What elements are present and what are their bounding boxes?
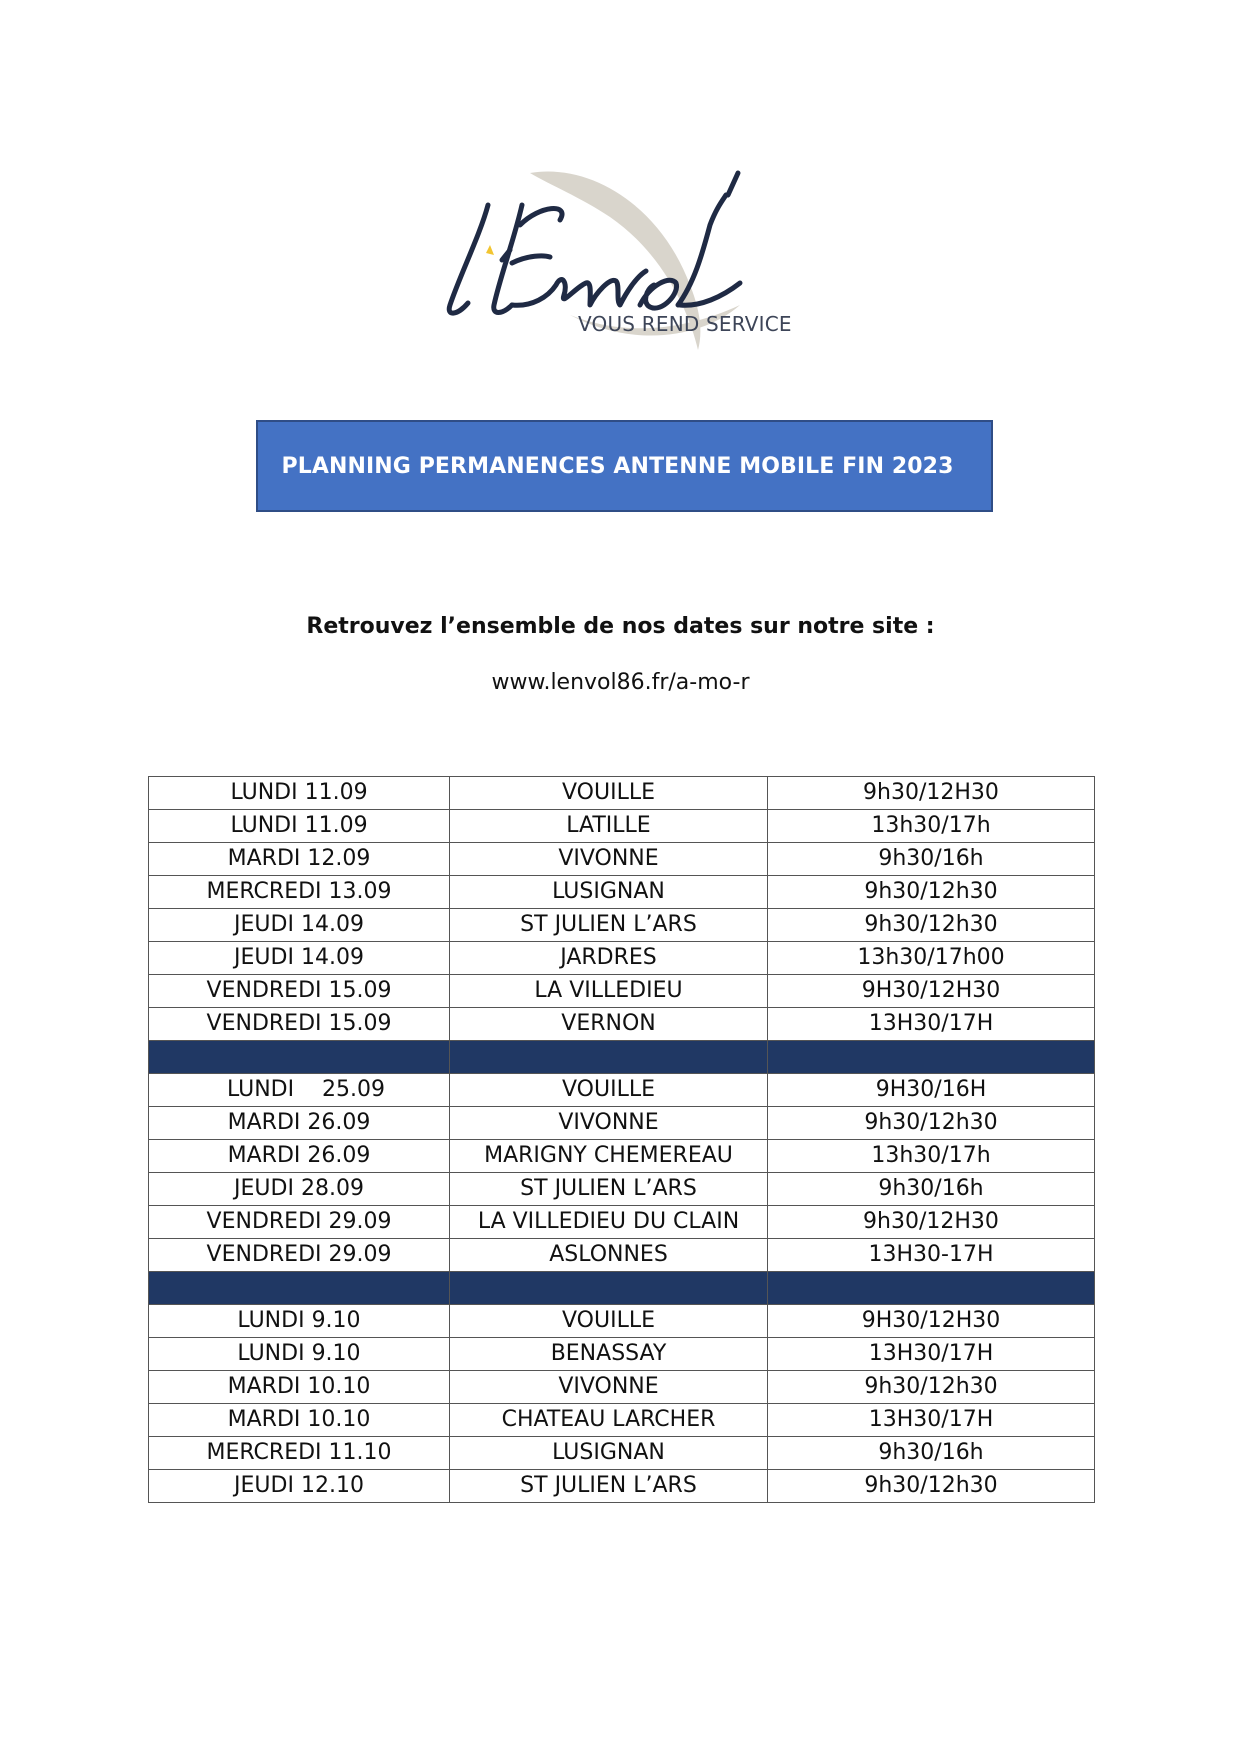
separator-cell — [450, 1272, 768, 1305]
separator-cell — [450, 1041, 768, 1074]
section-separator-row — [149, 1272, 1095, 1305]
hours-cell: 9H30/12H30 — [768, 975, 1095, 1008]
hours-cell: 9H30/16H — [768, 1074, 1095, 1107]
place-cell: VOUILLE — [450, 1305, 768, 1338]
hours-cell: 9h30/12h30 — [768, 909, 1095, 942]
banner-title: PLANNING PERMANENCES ANTENNE MOBILE FIN 2023 — [281, 453, 954, 479]
hours-cell: 9h30/12h30 — [768, 1107, 1095, 1140]
table-row — [149, 777, 1095, 810]
title-banner — [256, 420, 993, 512]
table-row — [149, 1239, 1095, 1272]
day-cell: VENDREDI 15.09 — [149, 1008, 450, 1041]
day-cell: LUNDI 9.10 — [149, 1305, 450, 1338]
hours-cell: 9h30/16h — [768, 843, 1095, 876]
day-cell: MARDI 12.09 — [149, 843, 450, 876]
place-cell: JARDRES — [450, 942, 768, 975]
hours-cell: 9h30/12H30 — [768, 777, 1095, 810]
table-row — [149, 1140, 1095, 1173]
table-row — [149, 1338, 1095, 1371]
place-cell: ST JULIEN L’ARS — [450, 1173, 768, 1206]
day-cell: MARDI 10.10 — [149, 1371, 450, 1404]
place-cell: ST JULIEN L’ARS — [450, 909, 768, 942]
website-url: www.lenvol86.fr/a-mo-r — [491, 670, 750, 695]
table-row — [149, 1206, 1095, 1239]
schedule-table — [148, 776, 1095, 1503]
day-cell: LUNDI 11.09 — [149, 777, 450, 810]
table-row — [149, 810, 1095, 843]
table-row — [149, 1008, 1095, 1041]
place-cell: VIVONNE — [450, 843, 768, 876]
hours-cell: 9h30/12h30 — [768, 1470, 1095, 1503]
day-cell: MARDI 26.09 — [149, 1107, 450, 1140]
hours-cell: 9h30/16h — [768, 1173, 1095, 1206]
schedule-body — [149, 777, 1095, 1503]
table-row — [149, 1470, 1095, 1503]
table-row — [149, 876, 1095, 909]
day-cell: MARDI 10.10 — [149, 1404, 450, 1437]
day-cell: JEUDI 14.09 — [149, 909, 450, 942]
day-cell: LUNDI 11.09 — [149, 810, 450, 843]
logo-tagline: VOUS REND SERVICE — [578, 312, 792, 336]
table-row — [149, 1107, 1095, 1140]
hours-cell: 13h30/17h00 — [768, 942, 1095, 975]
place-cell: LA VILLEDIEU DU CLAIN — [450, 1206, 768, 1239]
hours-cell: 13H30/17H — [768, 1008, 1095, 1041]
separator-cell — [768, 1041, 1095, 1074]
hours-cell: 9H30/12H30 — [768, 1305, 1095, 1338]
place-cell: LATILLE — [450, 810, 768, 843]
hours-cell: 9h30/12h30 — [768, 876, 1095, 909]
place-cell: LUSIGNAN — [450, 1437, 768, 1470]
table-row — [149, 843, 1095, 876]
day-cell: JEUDI 14.09 — [149, 942, 450, 975]
table-row — [149, 975, 1095, 1008]
intro-heading: Retrouvez l’ensemble de nos dates sur notre site : — [306, 614, 935, 639]
day-cell: VENDREDI 29.09 — [149, 1206, 450, 1239]
day-cell: JEUDI 28.09 — [149, 1173, 450, 1206]
day-cell: LUNDI 25.09 — [149, 1074, 450, 1107]
hours-cell: 13h30/17h — [768, 1140, 1095, 1173]
hours-cell: 9h30/12h30 — [768, 1371, 1095, 1404]
table-row — [149, 1404, 1095, 1437]
hours-cell: 9h30/12H30 — [768, 1206, 1095, 1239]
day-cell: MERCREDI 11.10 — [149, 1437, 450, 1470]
place-cell: BENASSAY — [450, 1338, 768, 1371]
place-cell: VERNON — [450, 1008, 768, 1041]
envol-logo — [440, 165, 820, 355]
section-separator-row — [149, 1041, 1095, 1074]
table-row — [149, 1173, 1095, 1206]
table-row — [149, 1437, 1095, 1470]
separator-cell — [149, 1272, 450, 1305]
day-cell: MERCREDI 13.09 — [149, 876, 450, 909]
table-row — [149, 1305, 1095, 1338]
place-cell: VIVONNE — [450, 1371, 768, 1404]
hours-cell: 13h30/17h — [768, 810, 1095, 843]
hours-cell: 13H30/17H — [768, 1404, 1095, 1437]
place-cell: LA VILLEDIEU — [450, 975, 768, 1008]
table-row — [149, 1074, 1095, 1107]
table-row — [149, 909, 1095, 942]
place-cell: MARIGNY CHEMEREAU — [450, 1140, 768, 1173]
place-cell: CHATEAU LARCHER — [450, 1404, 768, 1437]
place-cell: VIVONNE — [450, 1107, 768, 1140]
hours-cell: 13H30/17H — [768, 1338, 1095, 1371]
day-cell: LUNDI 9.10 — [149, 1338, 450, 1371]
place-cell: ST JULIEN L’ARS — [450, 1470, 768, 1503]
place-cell: ASLONNES — [450, 1239, 768, 1272]
separator-cell — [768, 1272, 1095, 1305]
table-row — [149, 1371, 1095, 1404]
day-cell: JEUDI 12.10 — [149, 1470, 450, 1503]
hours-cell: 9h30/16h — [768, 1437, 1095, 1470]
place-cell: LUSIGNAN — [450, 876, 768, 909]
place-cell: VOUILLE — [450, 777, 768, 810]
separator-cell — [149, 1041, 450, 1074]
table-row — [149, 942, 1095, 975]
day-cell: VENDREDI 15.09 — [149, 975, 450, 1008]
hours-cell: 13H30-17H — [768, 1239, 1095, 1272]
day-cell: VENDREDI 29.09 — [149, 1239, 450, 1272]
place-cell: VOUILLE — [450, 1074, 768, 1107]
day-cell: MARDI 26.09 — [149, 1140, 450, 1173]
